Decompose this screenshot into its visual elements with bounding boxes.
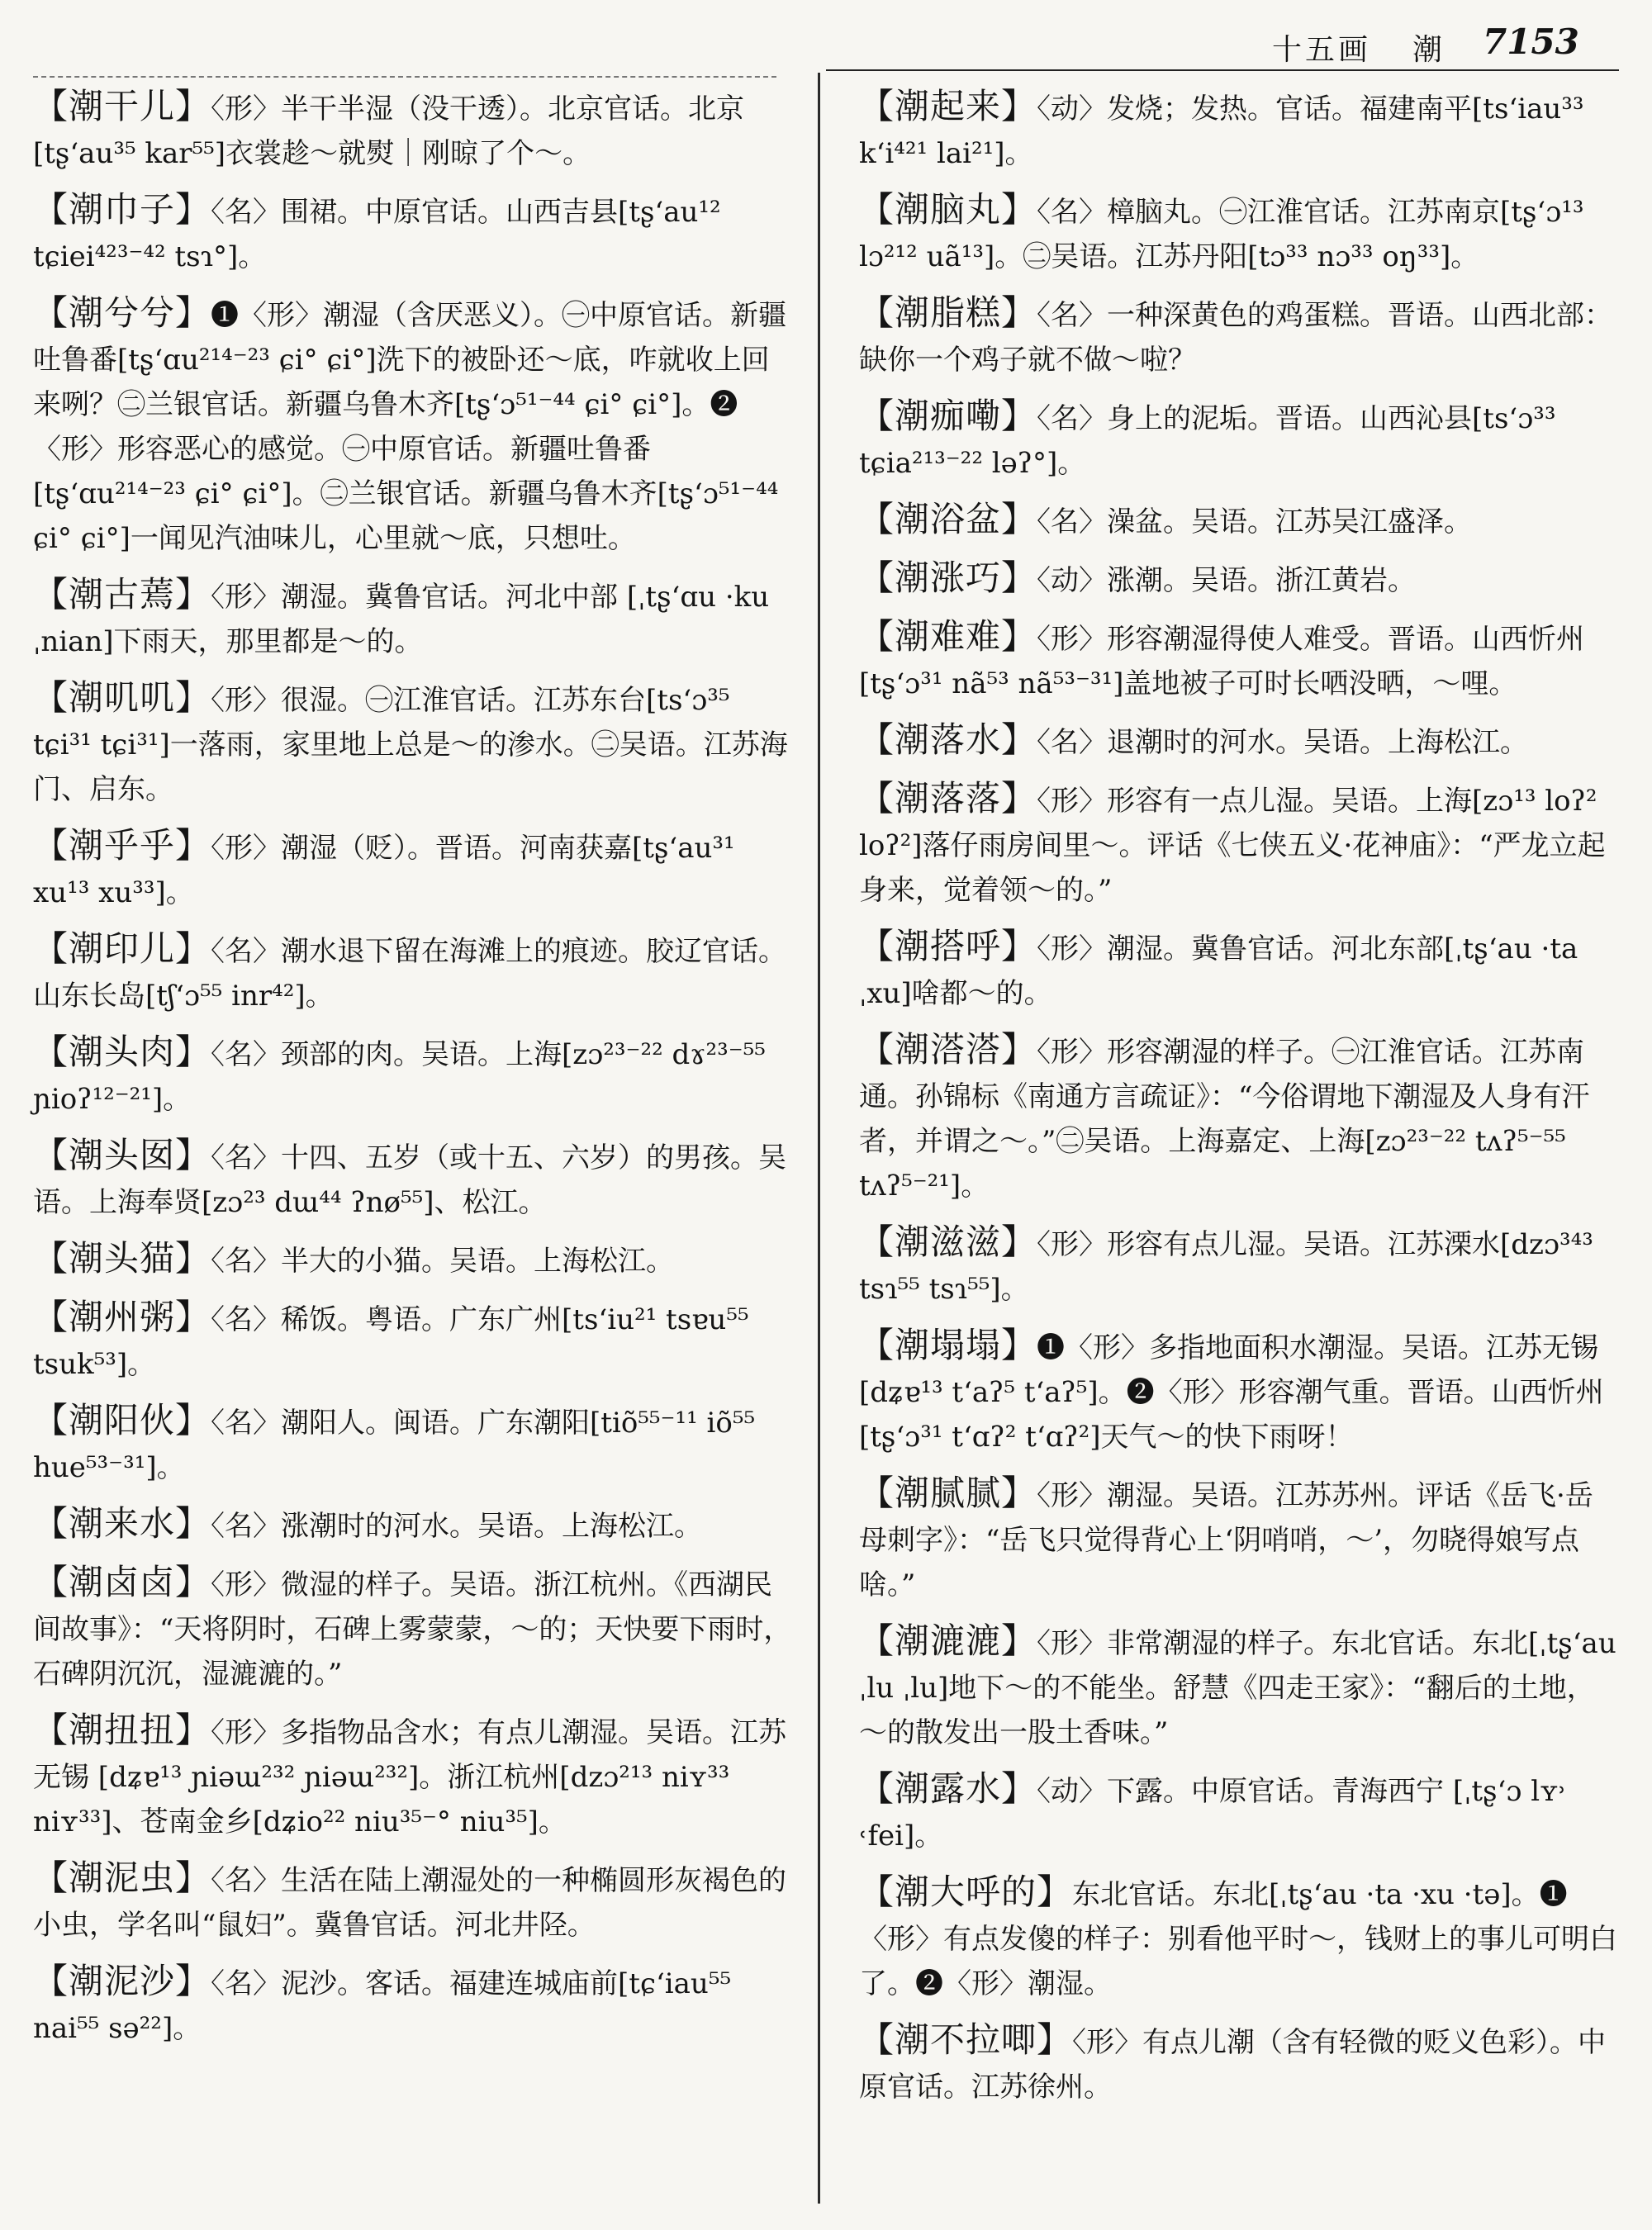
dictionary-entry — [859, 1027, 1619, 1208]
entry-headword: 【潮脂糕】 — [859, 292, 1037, 333]
entry-definition: 〈名〉一种深黄色的鸡蛋糕。晋语。山西北部：缺你一个鸡子就不做～啦？ — [859, 299, 1613, 377]
entry-headword: 【潮不拉唧】 — [859, 2019, 1073, 2060]
entry-headword: 【潮搭呼】 — [859, 926, 1037, 966]
entry-headword: 【潮难难】 — [859, 616, 1037, 657]
dictionary-entry — [859, 1619, 1619, 1755]
entry-definition: 〈名〉涨潮时的河水。吴语。上海松江。 — [211, 1510, 703, 1543]
dictionary-entry — [859, 497, 1619, 544]
header-character: 潮 — [1412, 33, 1443, 67]
entry-headword: 【潮古蔫】 — [33, 574, 211, 614]
entry-definition: 〈形〉有点儿潮（含有轻微的贬义色彩）。中原官话。江苏徐州。 — [859, 2026, 1607, 2104]
entry-definition: 〈名〉泥沙。客话。福建连城庙前[tɕ‘iau⁵⁵ nai⁵⁵ sə²²]。 — [33, 1967, 732, 2045]
dictionary-entry — [859, 718, 1619, 765]
entry-headword: 【潮腻腻】 — [859, 1473, 1037, 1513]
entry-definition: 〈名〉生活在陆上潮湿处的一种椭圆形灰褐色的小虫，学名叫“鼠妇”。冀鲁官话。河北井陉。 — [33, 1864, 787, 1942]
entry-definition: 〈名〉樟脑丸。㊀江淮官话。江苏南京[tʂ‘ɔ¹³ lɔ²¹² uã¹³]。㊁吴语。江苏丹阳[tɔ³³ nɔ³³ oŋ³³]。 — [859, 196, 1584, 273]
entry-headword: 【潮泥虫】 — [33, 1858, 211, 1898]
dictionary-entry — [33, 572, 793, 664]
dictionary-entry — [859, 924, 1619, 1016]
dictionary-entry — [33, 1502, 793, 1549]
entry-definition: 〈形〉非常潮湿的样子。东北官话。东北[ˌtʂ‘au ˌlu ˌlu]地下～的不能坐。舒慧《四走王家》：“翻后的土地，～的散发出一股土香味。” — [859, 1627, 1616, 1749]
dictionary-entry — [33, 291, 793, 561]
entry-definition: 〈名〉潮阳人。闽语。广东潮阳[tiõ⁵⁵⁻¹¹ iõ⁵⁵ hue⁵³⁻³¹]。 — [33, 1407, 756, 1484]
dictionary-entry — [33, 676, 793, 812]
left-column — [33, 84, 793, 2062]
entry-definition: 〈名〉身上的泥垢。晋语。山西沁县[ts‘ɔ³³ tɕia²¹³⁻²² ləʔ°]。 — [859, 402, 1556, 480]
entry-headword: 【潮干儿】 — [33, 86, 211, 126]
entry-definition: 〈动〉涨潮。吴语。浙江黄岩。 — [1037, 564, 1417, 597]
entry-headword: 【潮印儿】 — [33, 928, 211, 969]
dictionary-entry — [33, 1236, 793, 1283]
page-header — [826, 18, 1619, 68]
entry-headword: 【潮起来】 — [859, 86, 1037, 126]
entry-definition: 〈名〉稀饭。粤语。广东广州[ts‘iu²¹ tsɐu⁵⁵ tsuk⁵³]。 — [33, 1303, 749, 1381]
dictionary-entry — [33, 1708, 793, 1844]
entry-definition: 东北官话。东北[ˌtʂ‘au ·ta ·xu ·tə]。❶〈形〉有点发傻的样子：别看他平时～，钱财上的事儿可明白了。❷〈形〉潮湿。 — [859, 1878, 1617, 2000]
entry-definition: 〈形〉微湿的样子。吴语。浙江杭州。《西湖民间故事》：“天将阴时，石碑上雾蒙蒙，～的；天快要下雨时，石碑阴沉沉，湿漉漉的。” — [33, 1568, 792, 1691]
column-divider — [818, 73, 820, 2204]
entry-headword: 【潮落落】 — [859, 778, 1037, 818]
dictionary-entry — [859, 1870, 1619, 2006]
dictionary-entry — [859, 2018, 1619, 2109]
entry-headword: 【潮漉漉】 — [859, 1620, 1037, 1661]
dictionary-entry — [859, 84, 1619, 176]
entry-headword: 【潮头猫】 — [33, 1238, 211, 1279]
dictionary-entry — [859, 1323, 1619, 1459]
entry-headword: 【潮阳伙】 — [33, 1400, 211, 1440]
dictionary-entry — [859, 291, 1619, 382]
header-rule — [826, 69, 1619, 71]
dictionary-entry — [859, 1220, 1619, 1312]
dictionary-entry — [859, 1767, 1619, 1858]
dictionary-entry — [859, 556, 1619, 603]
entry-definition: 〈名〉退潮时的河水。吴语。上海松江。 — [1037, 726, 1529, 759]
dictionary-entry — [859, 394, 1619, 486]
entry-headword: 【潮巾子】 — [33, 189, 211, 230]
dictionary-entry — [859, 187, 1619, 279]
top-dashed-rule — [33, 76, 776, 78]
entry-definition: 〈动〉发烧；发热。官话。福建南平[ts‘iau³³ k‘i⁴²¹ lai²¹]。 — [859, 93, 1584, 170]
entry-headword: 【潮脑丸】 — [859, 189, 1037, 230]
dictionary-entry — [33, 187, 793, 279]
entry-headword: 【潮塌塌】 — [859, 1325, 1037, 1365]
right-column — [859, 84, 1619, 2121]
entry-definition: ❶〈形〉潮湿（含厌恶义）。㊀中原官话。新疆吐鲁番[tʂ‘ɑu²¹⁴⁻²³ ɕi° ɕi°]洗下的被卧还～底，咋就收上回来咧？㊁兰银官话。新疆乌鲁木齐[tʂ‘ɔ⁵¹⁻⁴⁴ ɕi° ɕi°]。❷〈形〉形容恶心的感觉。㊀中原官话。新疆吐鲁番[tʂ‘ɑu²¹⁴⁻²³ ɕi° ɕi°]。㊁兰银官话。新疆乌鲁木齐[tʂ‘ɔ⁵¹⁻⁴⁴ ɕi° ɕi°]一闻见汽油味儿，心里就～底，只想吐。 — [33, 299, 787, 555]
entry-definition: 〈名〉半大的小猫。吴语。上海松江。 — [211, 1245, 675, 1278]
dictionary-entry — [33, 823, 793, 915]
entry-headword: 【潮卤卤】 — [33, 1562, 211, 1602]
entry-definition: 〈形〉很湿。㊀江淮官话。江苏东台[ts‘ɔ³⁵ tɕi³¹ tɕi³¹]一落雨，家里地上总是～的渗水。㊁吴语。江苏海门、启东。 — [33, 684, 788, 806]
dictionary-entry — [33, 1295, 793, 1387]
dictionary-entry — [859, 776, 1619, 913]
dictionary-entry — [33, 1560, 793, 1696]
entry-headword: 【潮兮兮】 — [33, 292, 211, 333]
dictionary-entry — [33, 84, 793, 176]
entry-headword: 【潮叽叽】 — [33, 677, 211, 718]
stroke-count-label: 十五画 — [1272, 33, 1372, 67]
entry-definition: 〈形〉形容潮湿得使人难受。晋语。山西忻州[tʂ‘ɔ³¹ nã⁵³ nã⁵³⁻³¹]盖地被子可时长哂没晒，～哩。 — [859, 623, 1585, 700]
entry-definition: 〈形〉形容有一点儿湿。吴语。上海[zɔ¹³ loʔ² loʔ²]落仔雨房间里～。评话《七侠五义·花神庙》：“严龙立起身来，觉着领～的。” — [859, 785, 1606, 907]
dictionary-entry — [33, 1959, 793, 2051]
entry-headword: 【潮涨巧】 — [859, 558, 1037, 598]
entry-definition: 〈形〉半干半湿（没干透）。北京官话。北京[tʂ‘au³⁵ kar⁵⁵]衣裳趁～就熨｜刚晾了个～。 — [33, 93, 745, 170]
entry-headword: 【潮溚溚】 — [859, 1029, 1037, 1070]
entry-definition: ❶〈形〉多指地面积水潮湿。吴语。江苏无锡[dʑɐ¹³ t‘aʔ⁵ t‘aʔ⁵]。❷〈形〉形容潮气重。晋语。山西忻州[tʂ‘ɔ³¹ t‘ɑʔ² t‘ɑʔ²]天气～的快下雨呀！ — [859, 1331, 1604, 1454]
dictionary-entry — [33, 1398, 793, 1490]
entry-definition: 〈名〉十四、五岁（或十五、六岁）的男孩。吴语。上海奉贤[zɔ²³ dɯ⁴⁴ ʔnø⁵⁵]、松江。 — [33, 1141, 787, 1219]
entry-headword: 【潮滋滋】 — [859, 1222, 1037, 1262]
entry-headword: 【潮州粥】 — [33, 1297, 211, 1337]
dictionary-entry — [859, 1471, 1619, 1607]
dictionary-entry — [33, 1030, 793, 1122]
entry-headword: 【潮痂嘞】 — [859, 396, 1037, 436]
entry-headword: 【潮大呼的】 — [859, 1872, 1073, 1912]
entry-definition: 〈形〉形容有点儿湿。吴语。江苏溧水[dzɔ³⁴³ tsɿ⁵⁵ tsɿ⁵⁵]。 — [859, 1228, 1593, 1306]
entry-headword: 【潮扭扭】 — [33, 1710, 211, 1750]
entry-headword: 【潮头囡】 — [33, 1135, 211, 1175]
entry-definition: 〈形〉形容潮湿的样子。㊀江淮官话。江苏南通。孙锦标《南通方言疏证》：“今俗谓地下潮湿及人身有汗者，并谓之～。”㊁吴语。上海嘉定、上海[zɔ²³⁻²² tʌʔ⁵⁻⁵⁵ tʌʔ⁵⁻²¹]。 — [859, 1036, 1590, 1203]
entry-headword: 【潮浴盆】 — [859, 499, 1037, 539]
dictionary-entry — [33, 927, 793, 1018]
entry-definition: 〈形〉潮湿。冀鲁官话。河北中部 [ˌtʂ‘ɑu ·ku ˌnian]下雨天，那里都是～的。 — [33, 581, 770, 658]
entry-definition: 〈名〉围裙。中原官话。山西吉县[tʂ‘au¹² tɕiei⁴²³⁻⁴² tsɿ°]。 — [33, 196, 721, 273]
entry-definition: 〈形〉潮湿（贬）。晋语。河南获嘉[tʂ‘au³¹ xu¹³ xu³³]。 — [33, 832, 735, 909]
entry-definition: 〈动〉下露。中原官话。青海西宁 [ˌtʂ‘ɔ lʏ˒ ˓fei]。 — [859, 1775, 1567, 1853]
entry-definition: 〈名〉澡盆。吴语。江苏吴江盛泽。 — [1037, 505, 1473, 539]
entry-headword: 【潮头肉】 — [33, 1032, 211, 1072]
entry-definition: 〈形〉多指物品含水；有点儿潮湿。吴语。江苏无锡 [dʑɐ¹³ ɲiəɯ²³² ɲiəɯ²³²]。浙江杭州[dzɔ²¹³ niʏ³³ niʏ³³]、苍南金乡[dʑio²² niu³⁵⁻° niu³⁵]。 — [33, 1716, 787, 1839]
dictionary-entry — [859, 614, 1619, 706]
entry-definition: 〈名〉颈部的肉。吴语。上海[zɔ²³⁻²² dɤ²³⁻⁵⁵ ɲioʔ¹²⁻²¹]。 — [33, 1038, 766, 1116]
entry-definition: 〈形〉潮湿。冀鲁官话。河北东部[ˌtʂ‘au ·ta ˌxu]啥都～的。 — [859, 932, 1578, 1010]
entry-definition: 〈名〉潮水退下留在海滩上的痕迹。胶辽官话。山东长岛[tʃ‘ɔ⁵⁵ inr⁴²]。 — [33, 935, 787, 1013]
entry-headword: 【潮露水】 — [859, 1768, 1037, 1809]
entry-headword: 【潮乎乎】 — [33, 825, 211, 866]
dictionary-entry — [33, 1133, 793, 1225]
dictionary-entry — [33, 1856, 793, 1948]
entry-headword: 【潮泥沙】 — [33, 1961, 211, 2001]
entry-headword: 【潮落水】 — [859, 719, 1037, 760]
entry-definition: 〈形〉潮湿。吴语。江苏苏州。评话《岳飞·岳母刺字》：“岳飞只觉得背心上‘阴哨哨，～’，勿晓得娘写点啥。” — [859, 1479, 1593, 1601]
page-number: 7153 — [1483, 21, 1579, 62]
entry-headword: 【潮来水】 — [33, 1503, 211, 1544]
